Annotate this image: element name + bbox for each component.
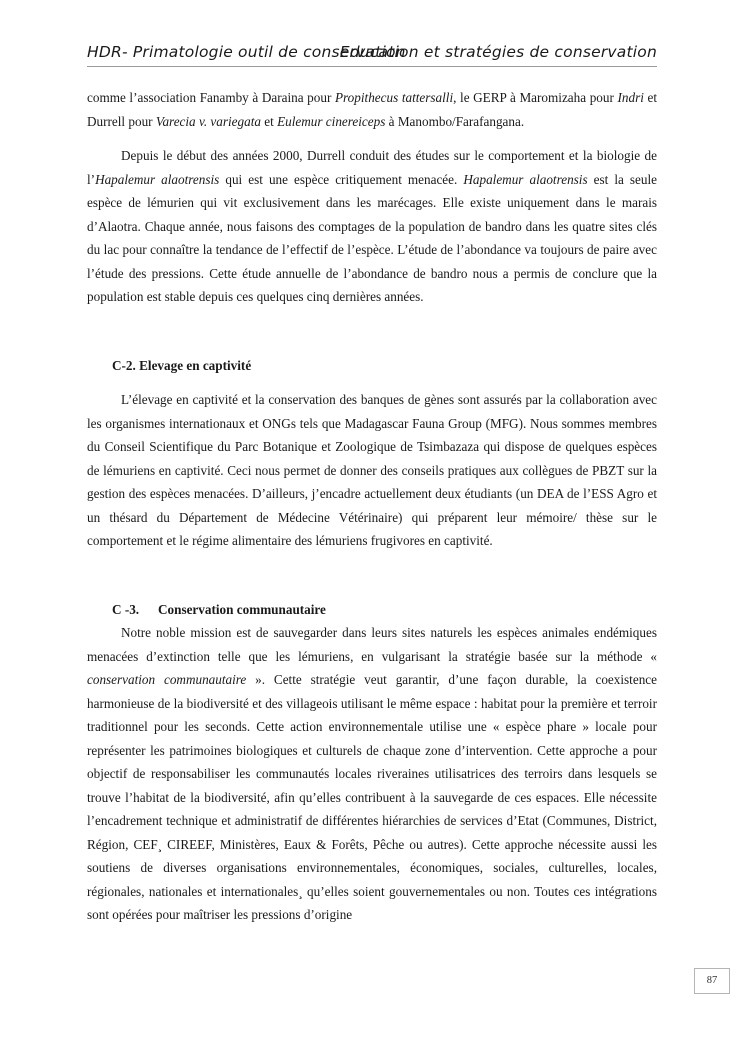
- page-body: [87, 86, 657, 927]
- section-number: C -3.: [112, 601, 140, 617]
- paragraph-conservation: Notre noble mission est de sauvegarder dans leurs sites naturels les espèces animales endémiques menacées d’extinction telle que les lémuriens, en vulgarisant la stratégie basée sur la méthode « conservation communautaire ». Cette stratégie veut garantir, d’une façon durable, la coexistence harmonieuse de la biodiversité et des villageois utilisant le même espace : habitat pour la première et terroir traditionnel pour les seconds. Cette action environnementale utilise une « espèce phare » locale pour représenter les patrimoines biologiques et culturels de chaque zone d’intervention. Cette approche a pour objectif de responsabiliser les communautés locales riveraines utilisatrices des terroirs dans lesquels se trouve l’habitat de la biodiversité, afin qu’elles contribuent à la sauvegarde de ces espaces. Elle nécessite l’encadrement technique et administratif de différentes hiérarchies de services d’Etat (Communes, District, Région, CEF¸ CIREEF, Ministères, Eaux & Forêts, Pêche ou autres). Cette approche nécessite aussi les soutiens de diverses organisations environnementales, économiques, sociales, culturelles, locales, régionales, nationales et internationales¸ qu’elles soient gouvernementales ou non. Toutes ces intégrations sont opérées pour maîtriser les pressions d’origine: [87, 625, 657, 922]
- paragraph-elevage: L’élevage en captivité et la conservation des banques de gènes sont assurés par la collaboration avec les organismes internationaux et ONGs tels que Madagascar Fauna Group (MFG). Nous sommes membres du Conseil Scientifique du Parc Botanique et Zoologique de Tsimbazaza qui dispose de quelques espèces de lémuriens en captivité. Ceci nous permet de donner des conseils pratiques aux collègues de PBZT sur la gestion des espèces menacées. D’ailleurs, j’encadre actuellement deux étudiants (un DEA de l’ESS Agro et un thésard du Département de Médecine Vétérinaire) qui préparent leur mémoire/ thèse sur le comportement et le régime alimentaire des lémuriens frugivores en captivité.: [87, 392, 657, 548]
- page-number: 87: [694, 968, 730, 994]
- section-heading-c2: C-2. Elevage en captivité: [112, 357, 252, 373]
- section-title: Conservation communautaire: [158, 601, 326, 617]
- header-left-title: HDR- Primatologie outil de conservation: [87, 43, 406, 61]
- section-heading-c3: [87, 598, 657, 622]
- header-right-title: Education et stratégies de conservation: [339, 43, 657, 61]
- paragraph-continuation: comme l’association Fanamby à Daraina pour Propithecus tattersalli, le GERP à Maromizaha pour Indri et Durrell pour Varecia v. variegata et Eulemur cinereiceps à Manombo/Farafangana.: [87, 90, 658, 129]
- running-header: [87, 40, 657, 67]
- paragraph-durrell: Depuis le début des années 2000, Durrell conduit des études sur le comportement et la biologie de l’Hapalemur alaotrensis qui est une espèce critiquement menacée. Hapalemur alaotrensis est la seule espèce de lémurien qui vit exclusivement dans les marécages. Elle existe uniquement dans le marais d’Alaotra. Chaque année, nous faisons des comptages de la population de bandro dans les quatre sites clés du lac pour connaître la tendance de l’effectif de l’espèce. L’étude de l’abondance va toujours de paire avec l’étude des pressions. Cette étude annuelle de l’abondance de bandro nous a permis de conclure que la population est stable depuis ces quelques cinq dernières années.: [87, 148, 658, 304]
